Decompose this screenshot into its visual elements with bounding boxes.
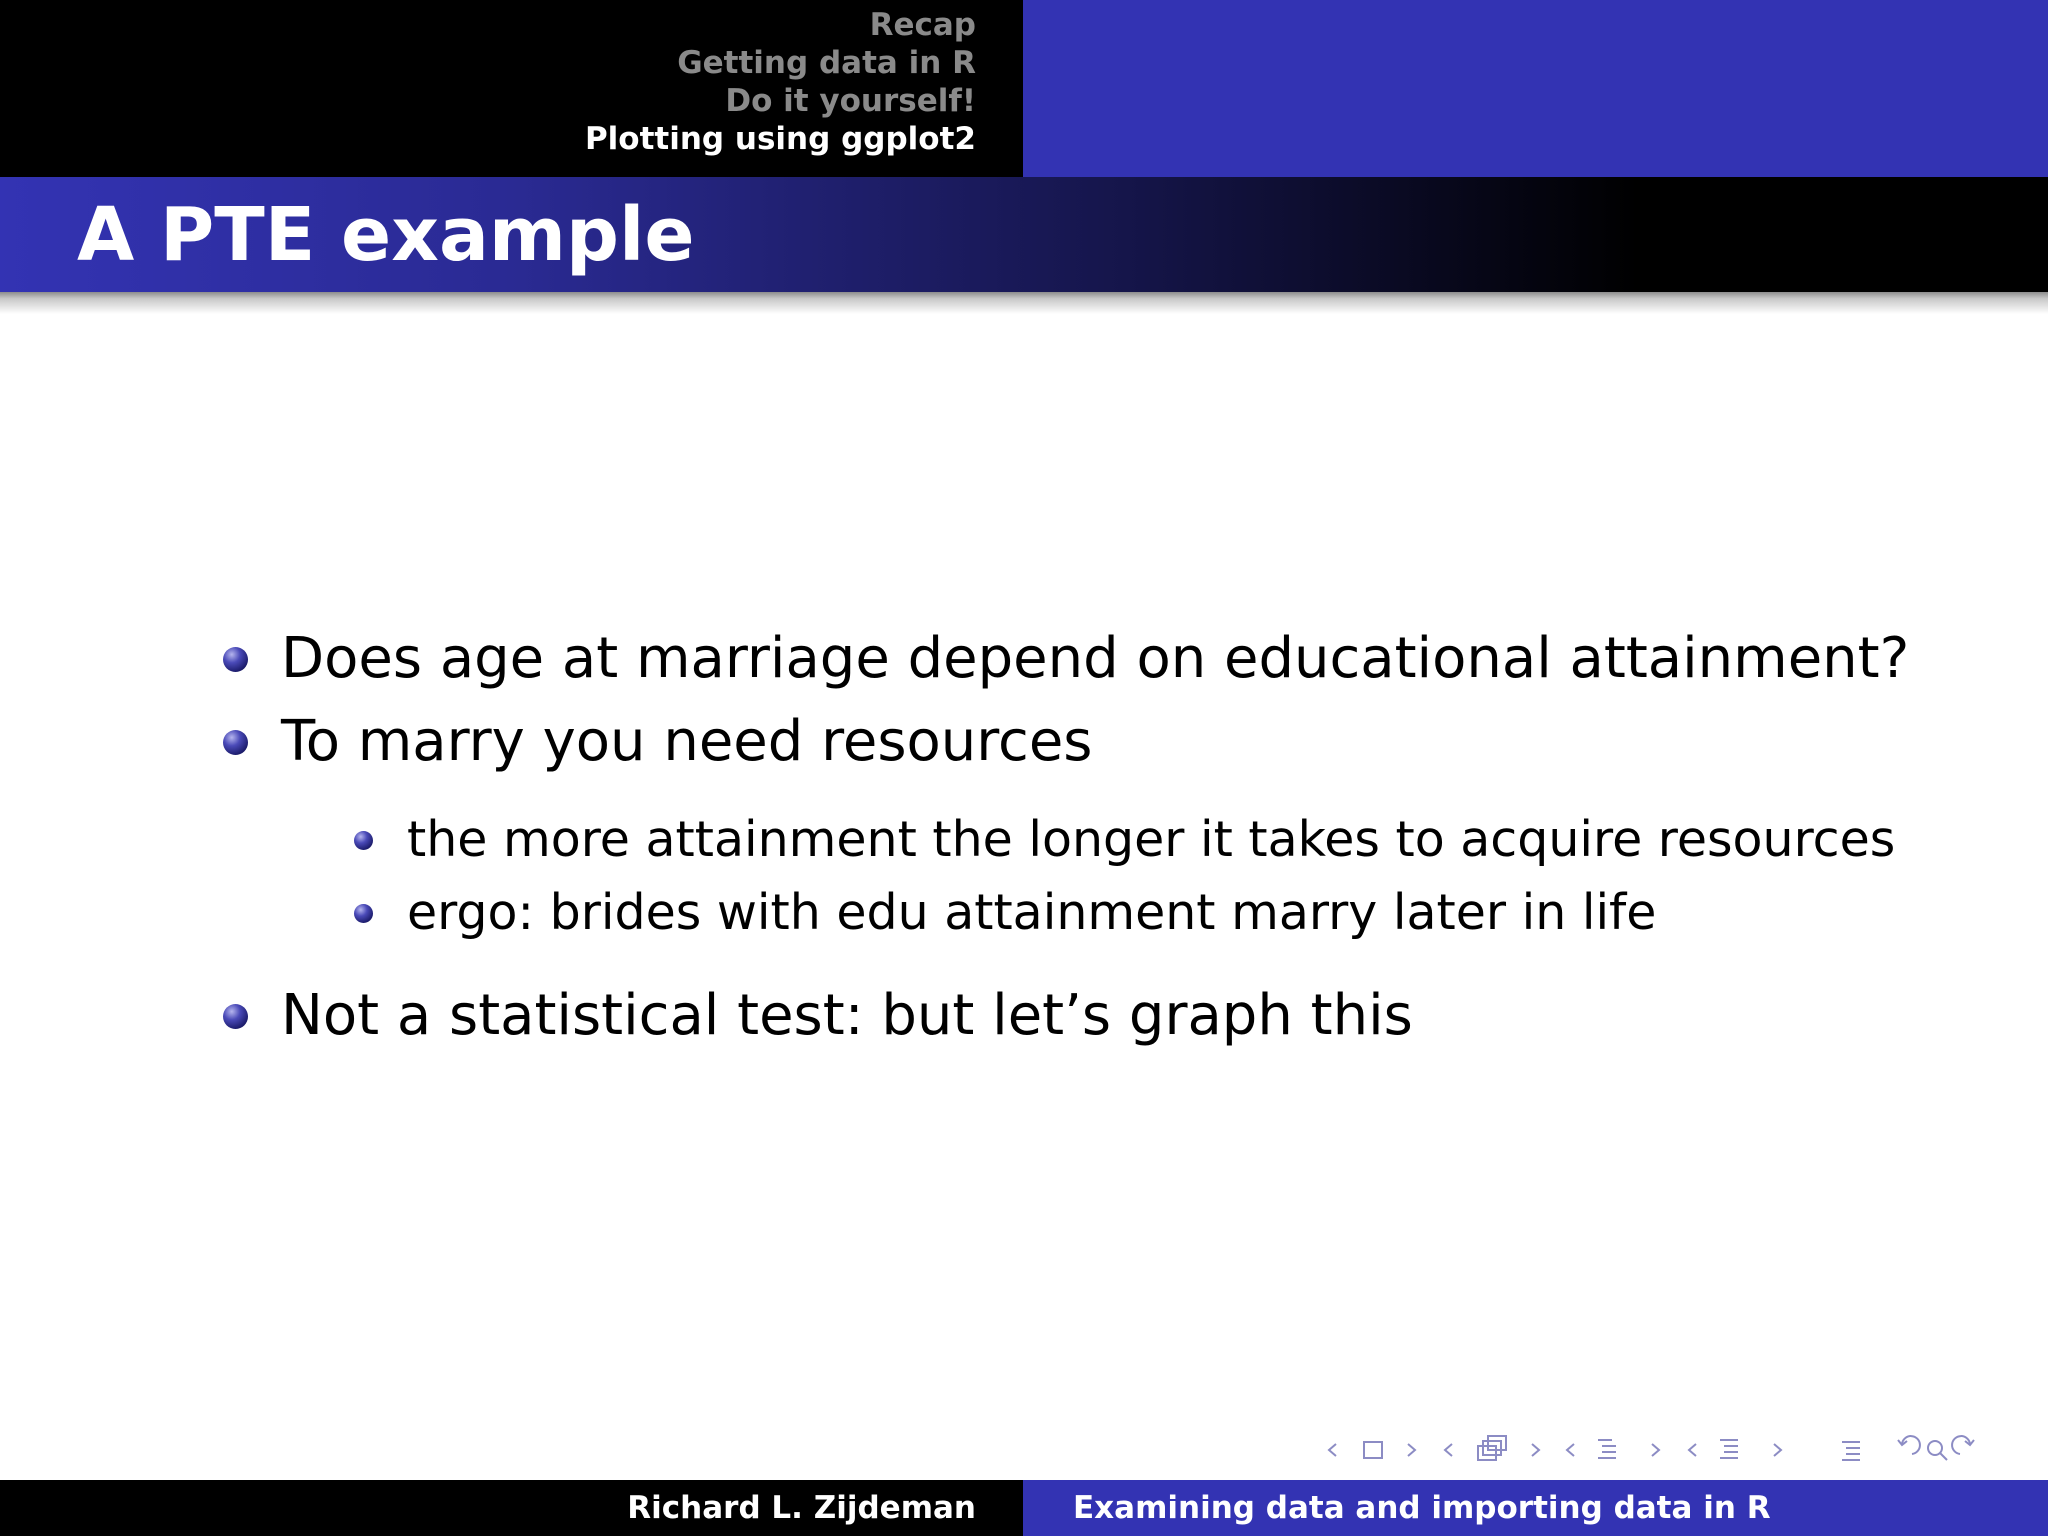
bullet-item bbox=[223, 710, 1092, 774]
sub-bullet-ball-icon bbox=[354, 904, 373, 923]
bullet-text: To marry you need resources bbox=[281, 709, 1093, 774]
subsection-icon[interactable] bbox=[1478, 1436, 1506, 1460]
sub-bullet-item bbox=[354, 811, 1895, 869]
next-subsection-arrow-icon[interactable] bbox=[1532, 1444, 1539, 1456]
footer-title-panel bbox=[1023, 1480, 2048, 1536]
nav-section-recap[interactable]: Recap bbox=[869, 7, 976, 43]
bullet-item bbox=[223, 627, 1909, 691]
frame-title: A PTE example bbox=[77, 192, 695, 278]
bullet-ball-icon bbox=[223, 1004, 248, 1029]
page-icon[interactable] bbox=[1720, 1440, 1738, 1458]
bullet-ball-icon bbox=[223, 647, 248, 672]
nav-section-getting-data[interactable]: Getting data in R bbox=[677, 45, 976, 81]
next-frame-arrow-icon[interactable] bbox=[1408, 1444, 1415, 1456]
nav-section-plotting[interactable]: Plotting using ggplot2 bbox=[584, 121, 976, 157]
next-section-arrow-icon[interactable] bbox=[1652, 1444, 1659, 1456]
sub-bullet-item bbox=[354, 884, 1656, 942]
footer-author-panel bbox=[0, 1480, 1023, 1536]
nav-section-do-it-yourself[interactable]: Do it yourself! bbox=[725, 83, 976, 119]
bullet-text: Not a statistical test: but let’s graph this bbox=[281, 983, 1413, 1048]
prev-page-arrow-icon[interactable] bbox=[1689, 1444, 1696, 1456]
prev-frame-arrow-icon[interactable] bbox=[1329, 1444, 1336, 1456]
back-icon[interactable] bbox=[1898, 1436, 1920, 1454]
sub-bullet-text: ergo: brides with edu attainment marry later in life bbox=[407, 884, 1657, 941]
forward-icon[interactable] bbox=[1952, 1436, 1974, 1454]
bullet-ball-icon bbox=[223, 730, 248, 755]
next-page-arrow-icon[interactable] bbox=[1774, 1444, 1781, 1456]
frame-icon[interactable] bbox=[1364, 1442, 1382, 1458]
footer-author: Richard L. Zijdeman bbox=[627, 1490, 976, 1526]
section-icon[interactable] bbox=[1598, 1440, 1616, 1458]
prev-subsection-arrow-icon[interactable] bbox=[1445, 1444, 1452, 1456]
prev-section-arrow-icon[interactable] bbox=[1567, 1444, 1574, 1456]
search-icon[interactable] bbox=[1928, 1441, 1947, 1460]
sub-bullet-text: the more attainment the longer it takes to acquire resources bbox=[407, 811, 1896, 868]
document-icon[interactable] bbox=[1842, 1442, 1860, 1460]
footer-title: Examining data and importing data in R bbox=[1073, 1490, 1771, 1526]
bullet-text: Does age at marriage depend on educational attainment? bbox=[281, 626, 1910, 691]
sub-bullet-ball-icon bbox=[354, 831, 373, 850]
bullet-item bbox=[223, 984, 1413, 1048]
navigation-symbols bbox=[1320, 1430, 2040, 1470]
